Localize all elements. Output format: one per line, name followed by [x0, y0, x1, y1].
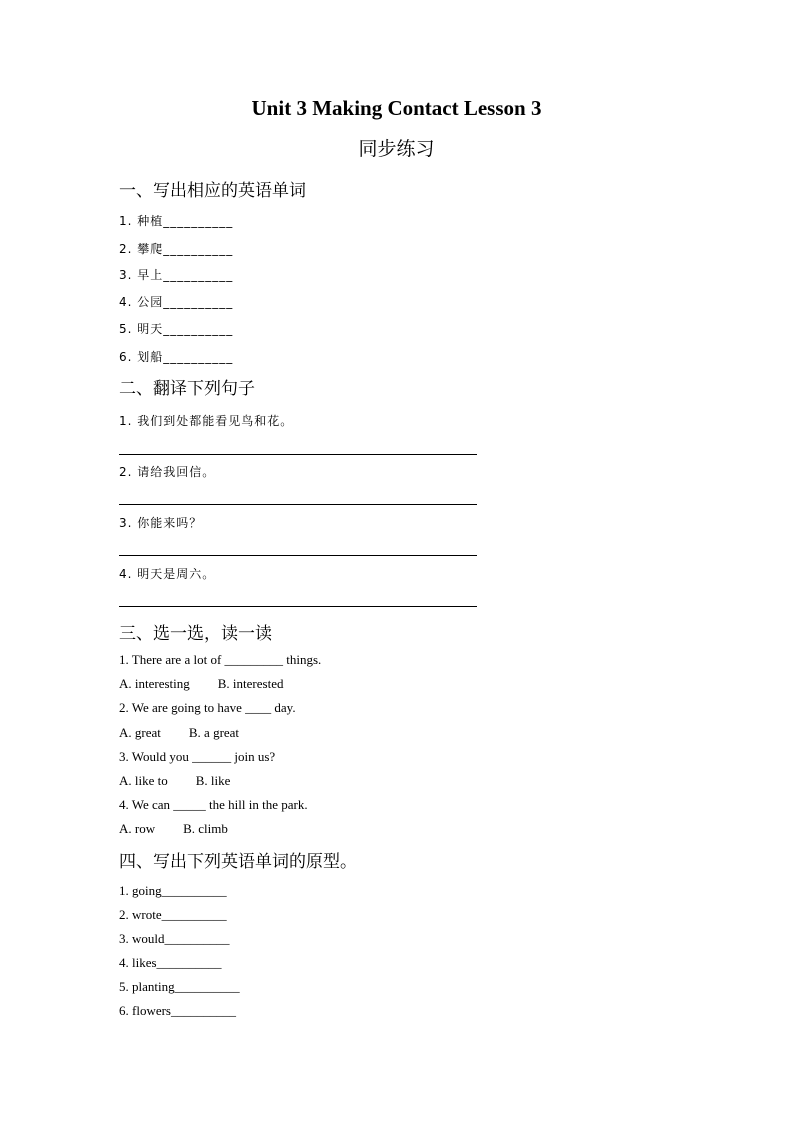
- section4-heading: 四、写出下列英语单词的原型。: [119, 852, 357, 872]
- question-options: [119, 676, 283, 692]
- option-b: B. a great: [188, 725, 240, 740]
- answer-line: [119, 504, 477, 505]
- section4-item: 5. planting__________: [119, 979, 240, 994]
- question-options: [119, 821, 228, 837]
- section1-item: 1. 种植__________: [119, 214, 234, 228]
- option-b: B. climb: [183, 821, 228, 836]
- section1-item: 6. 划船__________: [119, 350, 234, 364]
- question-text: 2. We are going to have ____ day.: [119, 700, 296, 715]
- question-text: 4. We can _____ the hill in the park.: [119, 797, 308, 812]
- question-text: 1. There are a lot of _________ things.: [119, 652, 322, 667]
- section4-item: 6. flowers__________: [119, 1003, 236, 1018]
- question-options: [119, 725, 239, 741]
- section4-item: 4. likes__________: [119, 955, 222, 970]
- section2-heading: 二、翻译下列句子: [119, 379, 255, 399]
- option-a: A. like to: [119, 773, 168, 788]
- section3-heading: 三、选一选，读一读: [119, 624, 272, 644]
- question-text: 3. Would you ______ join us?: [119, 749, 276, 764]
- section2-item: 2. 请给我回信。: [119, 465, 216, 479]
- section1-item: 3. 早上__________: [119, 268, 234, 282]
- answer-line: [119, 454, 477, 455]
- question-options: [119, 773, 230, 789]
- page-subtitle: 同步练习: [358, 138, 435, 160]
- option-b: B. interested: [217, 676, 284, 691]
- section1-item: 4. 公园__________: [119, 295, 234, 309]
- section4-item: 1. going__________: [119, 883, 227, 898]
- answer-line: [119, 555, 477, 556]
- section4-item: 3. would__________: [119, 931, 230, 946]
- section1-item: 2. 攀爬__________: [119, 242, 234, 256]
- section2-item: 3. 你能来吗？: [119, 516, 203, 530]
- section2-item: 4. 明天是周六。: [119, 567, 216, 581]
- option-a: A. great: [119, 725, 161, 740]
- section2-item: 1. 我们到处都能看见鸟和花。: [119, 414, 294, 428]
- section4-item: 2. wrote__________: [119, 907, 227, 922]
- page-title: Unit 3 Making Contact Lesson 3: [251, 96, 542, 120]
- option-a: A. row: [119, 821, 156, 836]
- option-a: A. interesting: [119, 676, 190, 691]
- section1-item: 5. 明天__________: [119, 322, 234, 336]
- answer-line: [119, 606, 477, 607]
- section1-heading: 一、写出相应的英语单词: [119, 181, 306, 201]
- option-b: B. like: [195, 773, 231, 788]
